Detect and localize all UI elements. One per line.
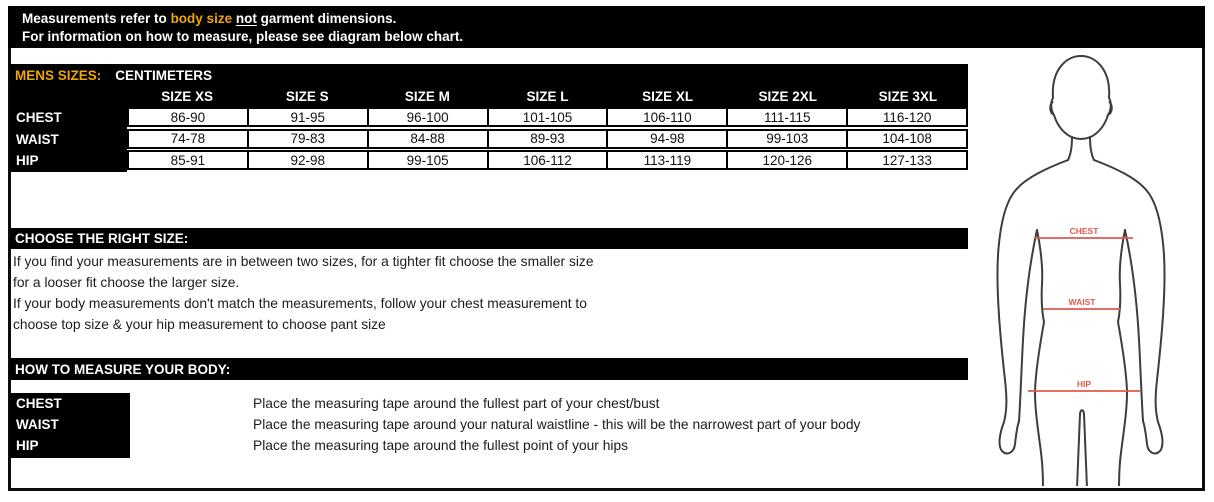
inner-legs <box>1077 410 1087 486</box>
measurement-cell: 85-91 <box>127 150 249 170</box>
measurement-cell: 74-78 <box>127 129 249 149</box>
centimeters-label: CENTIMETERS <box>115 67 213 83</box>
banner-line1-prefix: Measurements refer to <box>22 11 171 26</box>
measure-instruction-hip: Place the measuring tape around the fullest point of your hips <box>253 438 629 453</box>
measurement-cell: 116-120 <box>846 107 968 127</box>
size-column-header-xs: SIZE XS <box>161 89 213 104</box>
right-torso-leg <box>1118 230 1127 486</box>
head-outline <box>1051 56 1111 139</box>
measure-instruction-waist: Place the measuring tape around your natural waistline - this will be the narrowest part of your body <box>253 417 861 432</box>
measurement-cell: 111-115 <box>726 107 848 127</box>
size-table-title-row <box>10 64 968 86</box>
banner-line-1 <box>22 10 1205 28</box>
measure-label-chest: CHEST <box>16 396 62 411</box>
measure-instruction-chest: Place the measuring tape around the fullest part of your chest/bust <box>253 396 660 411</box>
size-table-head <box>10 64 968 107</box>
measurement-cell: 99-103 <box>726 129 848 149</box>
measurement-cell: 104-108 <box>846 129 968 149</box>
measurement-cell: 91-95 <box>247 107 369 127</box>
how-to-measure-heading: HOW TO MEASURE YOUR BODY: <box>10 358 968 380</box>
measurement-cell: 96-100 <box>367 107 489 127</box>
measurement-cell: 79-83 <box>247 129 369 149</box>
size-column-header-2xl: SIZE 2XL <box>758 89 818 104</box>
row-label-hip: HIP <box>16 153 39 169</box>
choose-size-line: for a looser fit choose the larger size. <box>13 275 240 290</box>
waist-line-label: WAIST <box>1068 297 1096 307</box>
choose-size-line: choose top size & your hip measurement to choose pant size <box>13 317 386 332</box>
hip-line-label: HIP <box>1076 379 1092 389</box>
choose-size-text <box>13 251 663 335</box>
choose-size-line: If you find your measurements are in between two sizes, for a tighter fit choose the smaller size <box>13 254 594 269</box>
measurement-cell: 99-105 <box>367 150 489 170</box>
choose-size-line: If your body measurements don't match the measurements, follow your chest measurement to <box>13 296 587 311</box>
measure-instructions <box>253 393 973 456</box>
measurement-cell: 101-105 <box>487 107 609 127</box>
measurement-cell: 106-112 <box>487 150 609 170</box>
size-table-row-labels <box>10 107 127 172</box>
left-arm-outline <box>997 160 1068 453</box>
chest-line-label: CHEST <box>1069 226 1099 236</box>
measurement-cell: 84-88 <box>367 129 489 149</box>
measurement-cell: 127-133 <box>846 150 968 170</box>
measure-label-hip: HIP <box>16 438 39 453</box>
right-arm-outline <box>1094 160 1165 453</box>
measurement-cell: 94-98 <box>606 129 728 149</box>
measurement-cell: 120-126 <box>726 150 848 170</box>
row-label-waist: WAIST <box>16 131 59 147</box>
measurement-cell: 86-90 <box>127 107 249 127</box>
size-table-data <box>127 107 968 172</box>
neck-left <box>1068 137 1072 160</box>
size-column-header-m: SIZE M <box>404 89 450 104</box>
banner-line-2: For information on how to measure, please see diagram below chart. <box>22 29 464 44</box>
banner-body-size-highlight: body size <box>170 11 236 26</box>
size-header-row <box>127 86 968 107</box>
top-banner <box>8 6 1205 48</box>
size-column-header-s: SIZE S <box>285 89 329 104</box>
body-outline-svg <box>985 50 1200 486</box>
body-diagram <box>985 50 1200 486</box>
banner-not-underlined: not <box>235 11 257 26</box>
table-row-waist <box>127 129 968 149</box>
measure-label-block <box>10 393 130 458</box>
neck-right <box>1090 137 1094 160</box>
measurement-cell: 113-119 <box>606 150 728 170</box>
size-column-header-xl: SIZE XL <box>642 89 694 104</box>
measure-label-waist: WAIST <box>16 417 59 432</box>
row-label-chest: CHEST <box>16 110 62 126</box>
choose-size-heading: CHOOSE THE RIGHT SIZE: <box>10 228 968 249</box>
mens-sizes-label: MENS SIZES: <box>15 67 102 83</box>
measurement-cell: 106-110 <box>606 107 728 127</box>
size-column-header-3xl: SIZE 3XL <box>878 89 938 104</box>
left-torso-leg <box>1035 230 1044 486</box>
table-row-hip <box>127 150 968 170</box>
measurement-cell: 89-93 <box>487 129 609 149</box>
table-row-chest <box>127 107 968 127</box>
banner-line1-suffix: garment dimensions. <box>256 11 397 26</box>
size-column-header-l: SIZE L <box>526 89 569 104</box>
measurement-cell: 92-98 <box>247 150 369 170</box>
